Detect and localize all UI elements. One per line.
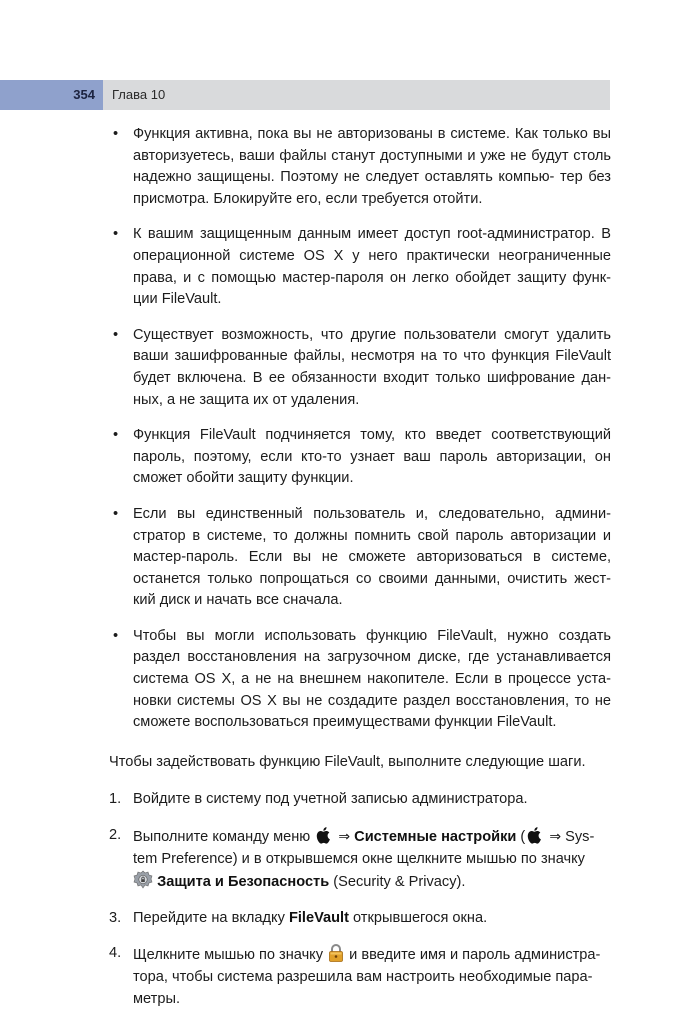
bullet-line: Функция FileVault подчиняется тому, кто введет соответствующий [133,427,611,444]
steps-list [109,789,611,1010]
bullet-line: К вашим защищенным данным имеет доступ root-администратор. [133,226,595,243]
step-text: Перейдите на вкладку [133,909,289,926]
filevault-tab-label: FileVault [288,909,349,926]
bullet-line: Существует возможность, что другие пользователи смогут удалить [133,326,611,343]
menu-command-system-preferences: Системные настройки [354,829,517,846]
step-item [109,825,611,894]
bullet-item [109,504,611,612]
apple-icon [525,825,545,845]
intro-paragraph: Чтобы задействовать функцию FileVault, выполните следующие шаги. [109,753,586,770]
bullet-line: ных, а не защита их от удаления. [133,391,360,408]
step-text: Войдите в систему под учетной записью администратора. [133,791,528,808]
bullet-mark: • [113,505,119,522]
step-item [109,943,611,1010]
step-number: 4. [109,945,122,962]
bullet-list [109,124,611,734]
step-text: и введите имя и пароль администра- [345,947,601,964]
bullet-line: Если вы единственный пользователь и, следовательно, админи- [133,505,611,522]
step-text: Щелкните мышью по значку [133,947,328,964]
bullet-line: раздел восстановления на загрузочном диске, где устанавливается [133,649,611,666]
bullet-item [109,224,611,310]
bullet-mark: • [113,427,119,444]
bullet-item [109,425,611,490]
security-privacy-icon [133,870,153,890]
bullet-line: ваши зашифрованные файлы, несмотря на то что функция FileVault [133,348,611,365]
step-text: tem Preference) и в открывшемся окне щелкните мышью по значку [133,850,585,867]
arrow-glyph: ⇒ [338,829,351,846]
bullet-mark: • [113,627,119,644]
security-privacy-label: Защита и Безопасность [157,874,330,891]
arrow-glyph: ⇒ [549,829,562,846]
bullet-line: останется только попрощаться со своими данными, очистить жест- [133,570,611,587]
bullet-line: Функция активна, пока вы не авторизованы в системе. Как только [133,126,588,142]
step-item [109,789,611,811]
padlock-icon [327,943,345,963]
bullet-line: стратор в системе, то должны помнить свой пароль авторизации [133,527,597,544]
step-text: открывшегося окна. [348,909,488,926]
bullet-line: права, и с помощью мастер-пароля он легко обойдет защиту функ- [133,269,611,286]
bullet-line: и мастер-пароль. Если вы не сможете авторизоваться в системе, [133,527,611,566]
step-text: Sys- [561,829,595,846]
page-number-box [0,80,103,110]
bullet-item [109,124,611,210]
bullet-line: сможете воспользоваться преимуществами функции FileVault. [133,714,557,731]
chapter-title-box [103,80,610,110]
page-body [109,124,611,1024]
step-text: (Security & Privacy). [329,874,466,891]
apple-icon [314,825,334,845]
chapter-title: Глава 10 [112,87,166,102]
bullet-line: будет включена. В ее обязанности входит только шифрование дан- [133,369,611,386]
page-number: 354 [73,87,95,102]
bullet-line: пароль, поэтому, если кто-то узнает ваш пароль авторизации, он [133,448,611,465]
bullet-mark: • [113,226,119,243]
bullet-line: вы авторизуетесь, ваши файлы станут доступными и уже не будут [133,126,611,164]
bullet-line: сможет обойти защиту функции. [133,470,354,487]
step-text: ( [516,829,526,846]
step-text: метры. [133,990,181,1007]
bullet-item [109,325,611,411]
step-item [109,908,611,930]
step-text: тора, чтобы система разрешила вам настроить необходимые пара- [133,969,593,985]
bullet-line: столь надежно защищены. Поэтому не следует оставлять компью- [133,147,611,186]
bullet-line: В операционной системе OS X у него практически неограниченные [133,226,611,264]
bullet-line: Чтобы вы могли использовать функцию FileVault, нужно создать [133,627,611,644]
bullet-item [109,626,611,734]
running-header [0,80,610,110]
step-text: Выполните команду меню [133,829,315,846]
bullet-line: кий диск и начать все сначала. [133,592,343,609]
bullet-line: ции FileVault. [133,291,222,308]
bullet-line: система OS X, а не на внешнем накопителе. Если в процессе уста- [133,671,611,688]
bullet-line: новки системы OS X вы не создадите раздел восстановления, то не [133,692,611,709]
bullet-mark: • [113,326,119,343]
step-number: 3. [109,909,122,926]
step-number: 2. [109,827,122,844]
step-number: 1. [109,791,122,808]
bullet-line: тер без присмотра. Блокируйте его, если требуется отойти. [133,169,611,207]
bullet-mark: • [113,126,119,142]
